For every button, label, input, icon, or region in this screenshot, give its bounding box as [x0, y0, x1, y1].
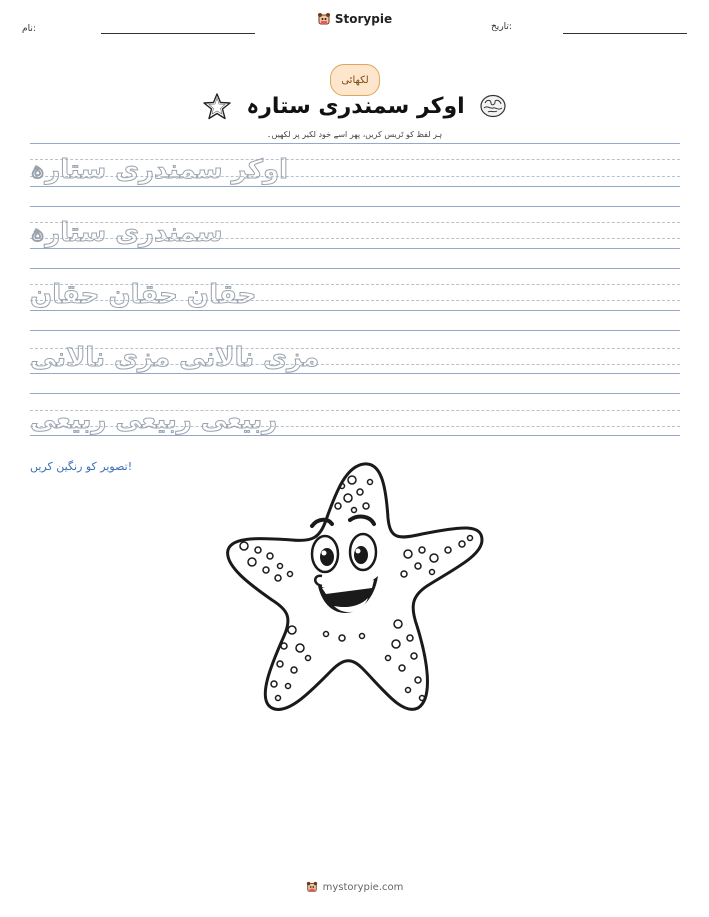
date-label: تاریخ: — [491, 22, 512, 32]
trace-text: ربیعی ربیعی ربیعی — [30, 405, 278, 435]
guide-baseline — [30, 248, 680, 249]
storypie-logo-icon — [317, 12, 331, 26]
guide-baseline — [30, 310, 680, 311]
trace-text: مزی نالانی مزی نالانی — [30, 343, 320, 373]
trace-row[interactable] — [30, 280, 256, 310]
coloring-prompt: تصویر کو رنگین کریں! — [30, 460, 133, 473]
title-row — [0, 92, 709, 120]
guide-top-line — [30, 330, 680, 331]
storypie-logo-icon — [306, 881, 318, 893]
guide-top-line — [30, 268, 680, 269]
brand — [0, 12, 709, 26]
instruction-text: ہر لفظ کو ٹریس کریں، پھر اسے خود لکیر پر لکھیں۔ — [266, 130, 443, 139]
trace-row[interactable] — [30, 343, 319, 373]
guide-baseline — [30, 435, 680, 436]
trace-text: حقان حقان حقان — [30, 280, 257, 310]
name-line[interactable] — [101, 33, 255, 34]
guide-top-line — [30, 393, 680, 394]
guide-baseline — [30, 373, 680, 374]
guide-top-line — [30, 143, 680, 144]
trace-row[interactable] — [30, 218, 223, 248]
page-title: اوکر سمندری ستارہ — [246, 93, 465, 119]
trace-row[interactable] — [30, 405, 277, 435]
starfish-illustration — [222, 458, 486, 716]
star-outline-icon — [202, 92, 232, 120]
trace-text: سمندری ستارہ — [30, 218, 223, 248]
name-label: نام: — [22, 24, 36, 34]
writing-badge: لکھائی — [330, 64, 380, 96]
footer — [0, 881, 709, 893]
guide-baseline — [30, 186, 680, 187]
trace-row[interactable] — [30, 155, 288, 185]
brain-icon — [479, 93, 507, 119]
brand-name: Storypie — [334, 12, 393, 26]
date-line[interactable] — [563, 33, 687, 34]
guide-top-line — [30, 206, 680, 207]
footer-url[interactable]: mystorypie.com — [322, 881, 404, 893]
trace-text: اوکر سمندری ستارہ — [30, 155, 289, 185]
